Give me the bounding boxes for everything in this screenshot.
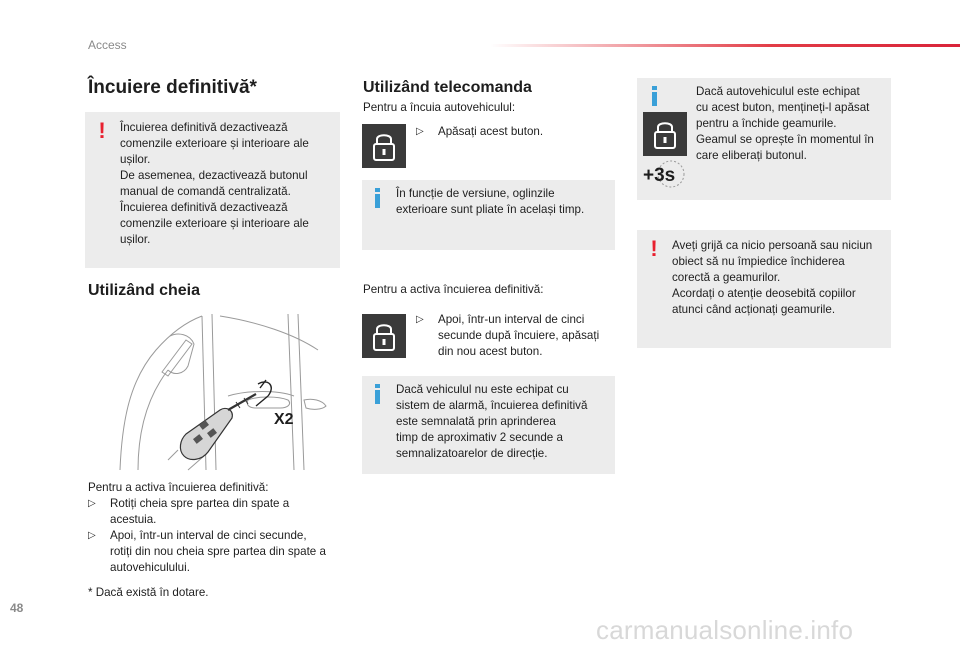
key-heading: Utilizând cheia	[88, 282, 201, 299]
section-label: Access	[88, 38, 127, 52]
window-lock-button	[643, 112, 687, 156]
footnote: * Dacă există în dotare.	[88, 586, 209, 599]
padlock-icon	[362, 124, 406, 168]
info-icon	[649, 86, 659, 106]
bullet-arrow-icon: ▷	[416, 314, 424, 325]
deadlock-intro: Pentru a activa încuierea definitivă:	[363, 283, 544, 296]
warning-text: Încuierea definitivă dezactivează comenzile exterioare și interioare ale ușilor. De asemenea, dezactivează butonul manual de comandă centralizată. Încuierea definitivă dezactivează comenzile exterioare și interioare ale ușilor.	[120, 121, 309, 246]
padlock-icon	[362, 314, 406, 358]
deadlock-step: ▷ Apoi, într-un interval de cinci secunde după încuiere, apăsați din nou acest buton.	[416, 313, 600, 358]
exclamation-icon: !	[650, 236, 658, 261]
info-icon	[372, 384, 382, 404]
exclamation-icon: !	[98, 118, 106, 143]
bullet-arrow-icon: ▷	[88, 498, 96, 509]
page-number: 48	[10, 601, 24, 615]
info-box-windows: +3s Dacă autovehiculul este echipat cu acest buton, mențineți-l apăsat pentru a închide geamurile. Geamul se oprește în momentul în care eliberați butonul.	[637, 78, 891, 200]
bullet-arrow-icon: ▷	[416, 126, 424, 137]
remote-lock-button-deadlock	[362, 314, 406, 358]
key-intro: Pentru a activa încuierea definitivă:	[88, 481, 269, 494]
door-key-illustration	[108, 310, 330, 474]
timer-label: +3s	[643, 165, 676, 186]
x2-label: X2	[274, 411, 294, 428]
info-box-mirrors: În funcție de versiune, oglinzile exterioare sunt pliate în același timp.	[362, 180, 615, 250]
timer-icon	[641, 158, 687, 190]
remote-lock-button	[362, 124, 406, 168]
header-accent-rule	[490, 44, 960, 47]
bullet-arrow-icon: ▷	[88, 530, 96, 541]
lock-intro: Pentru a încuia autovehiculul:	[363, 101, 516, 114]
page-title: Încuiere definitivă*	[88, 77, 257, 98]
warning-box-windows: ! Aveți grijă ca nicio persoană sau niciun obiect să nu împiedice închiderea corectă a geamurilor. Acordați o atenție deosebită copiilor atunci când acționați geamurile.	[637, 230, 891, 348]
info-box-alarm: Dacă vehiculul nu este echipat cu sistem de alarmă, încuierea definitivă este semnalată prin aprinderea timp de aproximativ 2 secunde a semnalizatoarelor de direcție.	[362, 376, 615, 474]
info-icon	[372, 188, 382, 208]
watermark: carmanualsonline.info	[596, 615, 854, 645]
remote-heading: Utilizând telecomanda	[363, 79, 532, 96]
lock-step: ▷ Apăsați acest buton.	[416, 125, 544, 138]
warning-box-deadlock	[85, 112, 340, 268]
key-step-2: ▷ Apoi, într-un interval de cinci secunde, rotiți din nou cheia spre partea din spate a autovehiculului.	[88, 529, 326, 574]
key-step-1: ▷ Rotiți cheia spre partea din spate a acestuia.	[88, 497, 290, 526]
padlock-icon	[643, 112, 687, 156]
